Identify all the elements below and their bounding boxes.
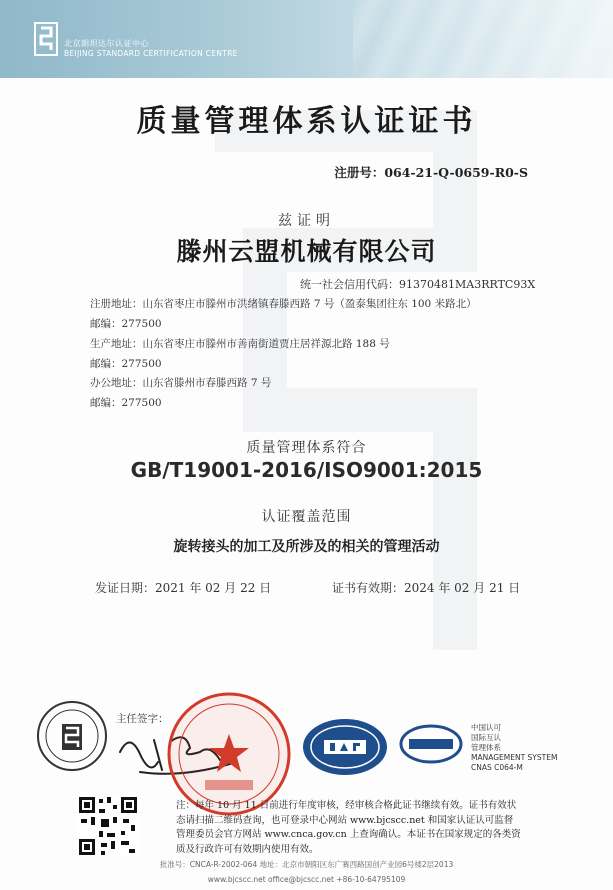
cnas-logo-icon — [399, 722, 463, 770]
org-name-cn: 北京朗坦达尔认证中心 — [64, 39, 149, 48]
company-name: 滕州云盟机械有限公司 — [176, 237, 437, 266]
header-decoration — [353, 0, 613, 78]
credit-code: 统一社会信用代码：91370481MA3RRTC93X — [300, 278, 536, 291]
cnas-accreditation-text — [471, 723, 557, 773]
signer-label: 主任签字： — [116, 713, 169, 725]
cnas-text-line: 管理体系 — [471, 743, 501, 752]
certify-heading: 兹证明 — [278, 213, 335, 229]
scope-text: 旋转接头的加工及所涉及的相关的管理活动 — [173, 539, 440, 555]
registered-address: 注册地址：山东省枣庄市滕州市洪绪镇春滕西路 7 号（盈泰集团往东 100 米路北） — [90, 298, 477, 310]
bsc-logo-icon — [34, 22, 58, 56]
office-postcode: 邮编：277500 — [90, 397, 162, 409]
footer-contacts: www.bjcscc.net office@bjcscc.net +86-10-64795109 — [207, 875, 406, 884]
registered-postcode: 邮编：277500 — [90, 318, 162, 330]
footer-approval-address: 批准号：CNCA-R-2002-064 地址：北京市朝阳区东广赛西路国创产业园6号楼2层2013 — [159, 860, 454, 869]
registration-number: 注册号：064-21-Q-0659-R0-S — [334, 165, 528, 180]
qr-code-icon[interactable] — [77, 795, 139, 857]
valid-until: 证书有效期：2024 年 02 月 21 日 — [332, 581, 521, 595]
certificate-title: 质量管理体系认证证书 — [136, 104, 477, 139]
org-name-en: BEIJING STANDARD CERTIFICATION CENTRE — [64, 49, 238, 58]
production-postcode: 邮编：277500 — [90, 358, 162, 370]
office-address: 办公地址：山东省滕州市春滕西路 7 号 — [90, 377, 272, 389]
standard-code: GB/T19001-2016/ISO9001:2015 — [130, 458, 483, 482]
issue-date: 发证日期：2021 年 02 月 22 日 — [95, 581, 272, 595]
cnas-text-line: 中国认可 — [471, 723, 501, 732]
cnas-text-line: CNAS C064-M — [471, 763, 523, 772]
certification-seal-icon — [36, 700, 108, 772]
cnas-text-line: 国际互认 — [471, 733, 501, 742]
standard-intro: 质量管理体系符合 — [246, 440, 367, 456]
production-address: 生产地址：山东省枣庄市滕州市善南街道贾庄居祥源北路 188 号 — [90, 338, 390, 350]
iaf-logo-icon — [302, 718, 388, 776]
scope-title: 认证覆盖范围 — [261, 509, 352, 525]
certificate-note: 注：每年 10 月 11 日前进行年度审核，经审核合格此证书继续有效。证书有效状态请扫描二维码查询，也可登录中心网站 www.bjcscc.net 和国家认证认可监督管理委员会官方网站 www.cnca.gov.cn 上查询确认。本证书在国家规定的各类资质及行政许可有效期内使用有效。 — [176, 800, 521, 855]
cnas-text-line: MANAGEMENT SYSTEM — [471, 753, 558, 762]
